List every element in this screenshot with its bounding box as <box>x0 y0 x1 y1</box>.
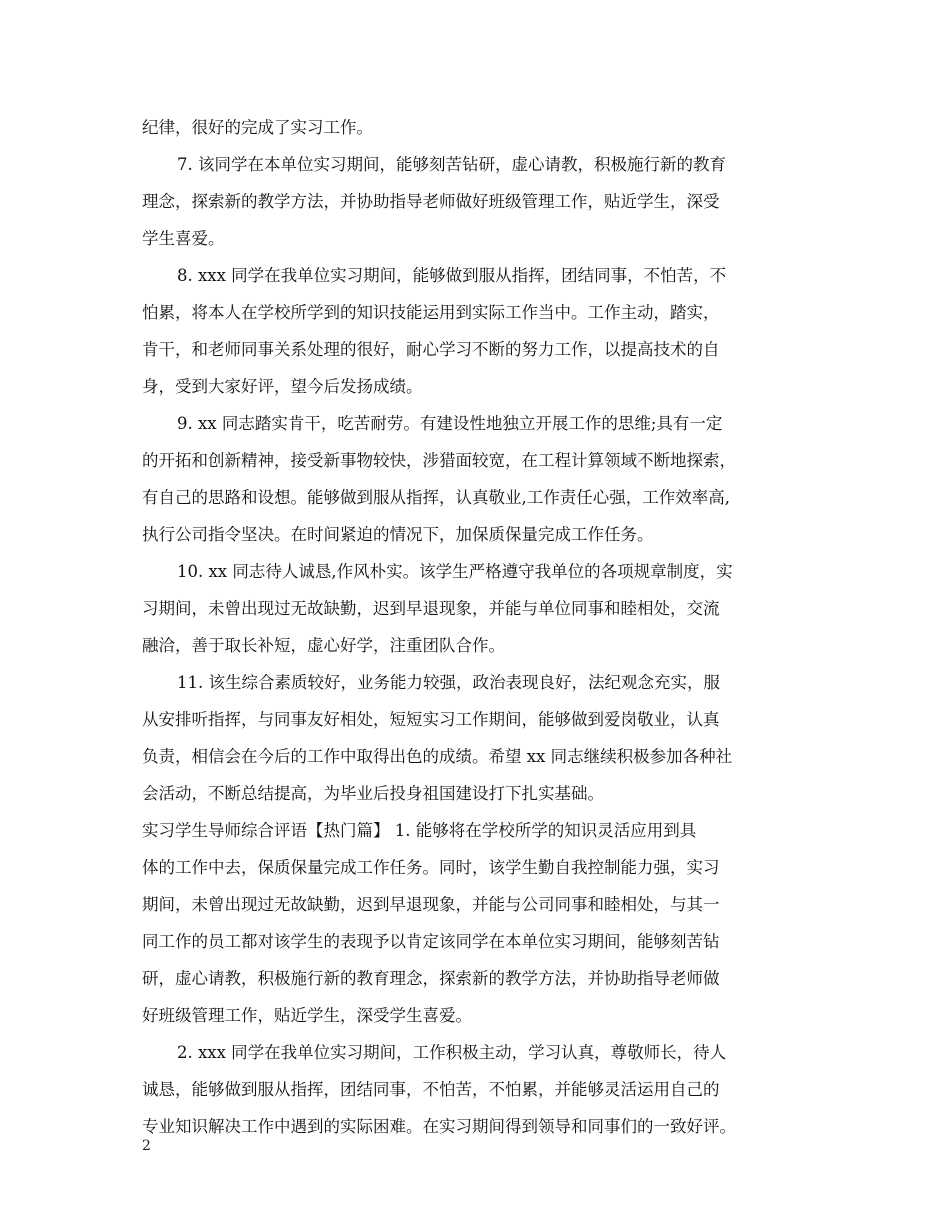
text-line: 好班级管理工作，贴近学生，深受学生喜爱。 <box>142 1006 472 1025</box>
text-line: 7. 该同学在本单位实习期间，能够刻苦钻研，虚心请教，积极施行新的教育 <box>177 155 726 174</box>
text-line: 体的工作中去，保质保量完成工作任务。同时，该学生勤自我控制能力强，实习 <box>142 858 720 877</box>
text-line: 诚恳，能够做到服从指挥，团结同事，不怕苦，不怕累，并能够灵活运用自己的 <box>142 1080 720 1099</box>
text-line: 负责，相信会在今后的工作中取得出色的成绩。希望 xx 同志继续积极参加各种社 <box>142 747 733 766</box>
text-line: 的开拓和创新精神，接受新事物较快，涉猎面较宽，在工程计算领域不断地探索， <box>142 451 736 470</box>
text-line: 会活动，不断总结提高，为毕业后投身祖国建设打下扎实基础。 <box>142 784 604 803</box>
text-line: 实习学生导师综合评语【热门篇】 1. 能够将在学校所学的知识灵活应用到具 <box>142 821 697 840</box>
text-line: 理念，探索新的教学方法，并协助指导老师做好班级管理工作，贴近学生，深受 <box>142 192 720 211</box>
text-line: 同工作的员工都对该学生的表现予以肯定该同学在本单位实习期间，能够刻苦钻 <box>142 932 720 951</box>
text-line: 11. 该生综合素质较好，业务能力较强，政治表现良好，法纪观念充实，服 <box>177 673 720 692</box>
text-line: 期间，未曾出现过无故缺勤，迟到早退现象，并能与公司同事和睦相处，与其一 <box>142 895 720 914</box>
text-line: 融洽，善于取长补短，虚心好学，注重团队合作。 <box>142 636 505 655</box>
text-line: 纪律，很好的完成了实习工作。 <box>142 118 373 137</box>
text-line: 学生喜爱。 <box>142 229 225 248</box>
text-line: 习期间，未曾出现过无故缺勤，迟到早退现象，并能与单位同事和睦相处，交流 <box>142 599 720 618</box>
text-line: 身，受到大家好评，望今后发扬成绩。 <box>142 377 423 396</box>
text-line: 8. xxx 同学在我单位实习期间，能够做到服从指挥，团结同事，不怕苦，不 <box>177 266 727 285</box>
text-line: 怕累，将本人在学校所学到的知识技能运用到实际工作当中。工作主动，踏实， <box>142 303 720 322</box>
page-number: 2 <box>142 1138 151 1154</box>
text-line: 研，虚心请教，积极施行新的教育理念，探索新的教学方法，并协助指导老师做 <box>142 969 720 988</box>
text-line: 专业知识解决工作中遇到的实际困难。在实习期间得到领导和同事们的一致好评。 <box>142 1117 736 1136</box>
text-line: 有自己的思路和设想。能够做到服从指挥，认真敬业,工作责任心强，工作效率高, <box>142 488 730 507</box>
text-line: 执行公司指令坚决。在时间紧迫的情况下，加保质保量完成工作任务。 <box>142 525 654 544</box>
text-line: 肯干，和老师同事关系处理的很好，耐心学习不断的努力工作，以提高技术的自 <box>142 340 720 359</box>
text-line: 从安排听指挥，与同事友好相处，短短实习工作期间，能够做到爱岗敬业，认真 <box>142 710 720 729</box>
text-line: 10. xx 同志待人诚恳,作风朴实。该学生严格遵守我单位的各项规章制度，实 <box>177 562 733 581</box>
text-line: 9. xx 同志踏实肯干，吃苦耐劳。有建设性地独立开展工作的思维;具有一定 <box>177 414 723 433</box>
text-line: 2. xxx 同学在我单位实习期间，工作积极主动，学习认真，尊敬师长，待人 <box>177 1043 727 1062</box>
